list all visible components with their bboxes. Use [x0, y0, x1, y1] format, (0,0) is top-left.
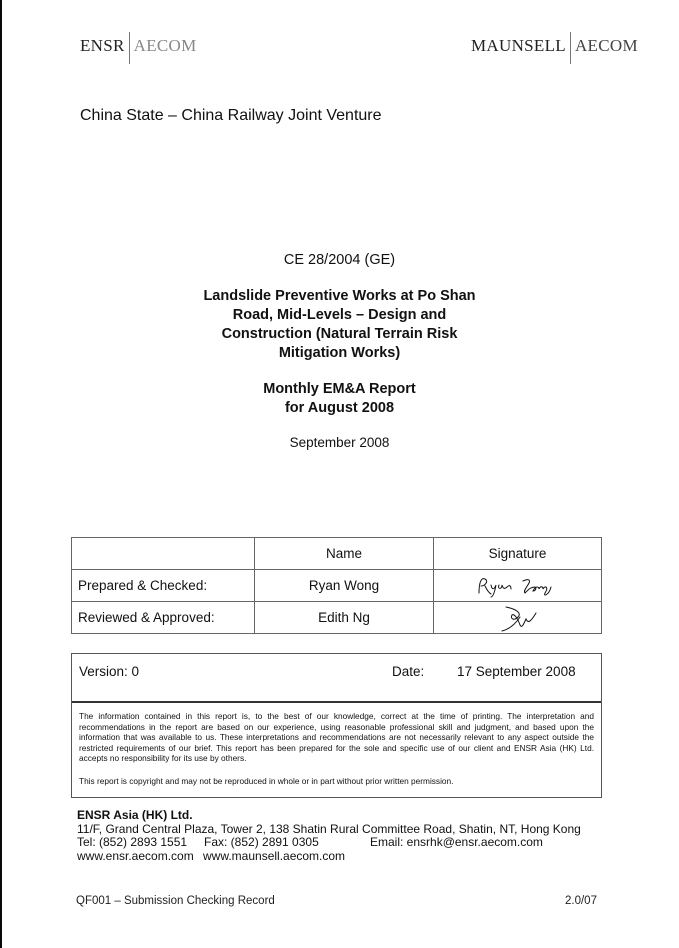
date-label: Date: [392, 664, 425, 679]
table-row [72, 570, 602, 602]
signature-cell [434, 570, 602, 602]
company-email[interactable]: Email: ensrhk@ensr.aecom.com [370, 835, 543, 850]
logo-divider [129, 32, 130, 64]
company-web-line [77, 850, 581, 864]
signoff-table [71, 537, 602, 634]
project-title-line: Landslide Preventive Works at Po Shan [203, 288, 476, 304]
company-name: ENSR Asia (HK) Ltd. [77, 808, 193, 822]
logo-partner: AECOM [133, 36, 197, 55]
signature-edith-ng-icon [488, 603, 548, 633]
signature-cell [434, 602, 602, 634]
company-tel: Tel: (852) 2893 1551 [77, 835, 188, 850]
project-title-line: Road, Mid-Levels – Design and [232, 307, 447, 323]
issue-date: September 2008 [289, 435, 390, 450]
date-value: 17 September 2008 [457, 664, 576, 679]
report-title [0, 380, 679, 418]
footer-form-version: 2.0/07 [565, 895, 597, 907]
table-header-row [72, 538, 602, 570]
version-box [71, 653, 602, 703]
header-cell-signature: Signature [434, 538, 602, 570]
company-website-ensr[interactable]: www.ensr.aecom.com [77, 848, 194, 863]
project-title-line: Mitigation Works) [278, 345, 401, 361]
ensr-aecom-logo [80, 30, 197, 62]
footer-form-reference: QF001 – Submission Checking Record [76, 895, 275, 907]
logo-partner: AECOM [574, 36, 638, 55]
company-website-maunsell[interactable]: www.maunsell.aecom.com [203, 848, 346, 863]
version-label: Version: 0 [79, 664, 140, 679]
name-cell: Ryan Wong [255, 570, 434, 602]
logo-divider [570, 32, 571, 64]
logo-brand: MAUNSELL [471, 36, 566, 55]
report-title-line: for August 2008 [284, 400, 395, 416]
report-title-line: Monthly EM&A Report [263, 381, 416, 397]
table-row [72, 602, 602, 634]
scan-edge-artifact [0, 0, 2, 948]
logo-brand: ENSR [80, 36, 125, 55]
role-cell: Reviewed & Approved: [72, 602, 255, 634]
role-cell: Prepared & Checked: [72, 570, 255, 602]
maunsell-aecom-logo [471, 30, 638, 62]
project-title [0, 287, 679, 363]
copyright-notice: This report is copyright and may not be reproduced in whole or in part without prior written permission. [79, 776, 454, 786]
disclaimer-box [71, 701, 602, 798]
project-title-line: Construction (Natural Terrain Risk [221, 326, 458, 342]
header-cell-name: Name [255, 538, 434, 570]
signature-ryan-wong-icon [473, 573, 563, 599]
company-fax: Fax: (852) 2891 0305 [204, 835, 319, 850]
name-cell: Edith Ng [255, 602, 434, 634]
company-phone-line [77, 836, 581, 850]
disclaimer-paragraph: The information contained in this report is, to the best of our knowledge, correct at the time of printing. The interpretation and recommendations in the report are based on our experience, using reasonable professional skill and judgment, and based upon the information that was available to us. These interpretations and recommendations are not necessarily relevant to any aspect outside the restricted requirements of our brief. This report has been prepared for the sole and specific use of our client and ENSR Asia (HK) Ltd. accepts no responsibility for its use by others. [79, 711, 594, 764]
client-name: China State – China Railway Joint Venture [80, 107, 382, 124]
header-cell-role [72, 538, 255, 570]
company-contact-block [77, 809, 581, 863]
contract-reference: CE 28/2004 (GE) [283, 252, 396, 268]
company-address: 11/F, Grand Central Plaza, Tower 2, 138 Shatin Rural Committee Road, Shatin, NT, Hong Kong [77, 821, 581, 836]
